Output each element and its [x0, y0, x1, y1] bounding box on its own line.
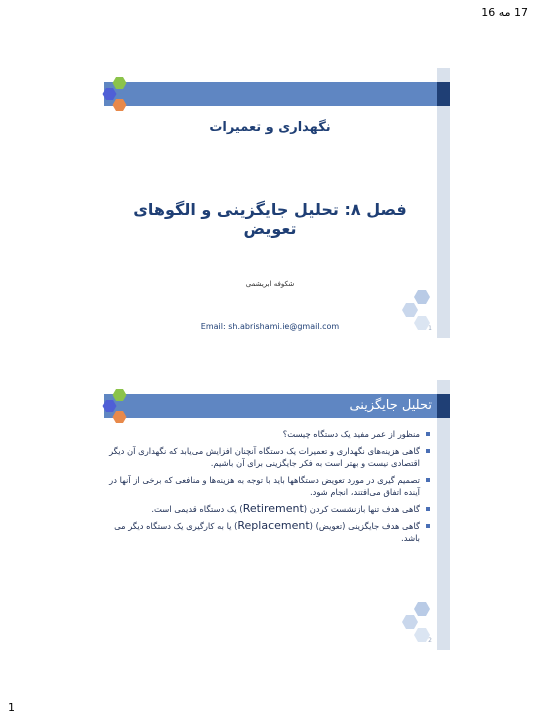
author-email: Email: sh.abrishami.ie@gmail.com [200, 322, 340, 331]
slide-heading: تحلیل جایگزینی [349, 398, 432, 413]
bullet-text-pre: گاهی هدف جایگزینی (تعویض) ( [309, 521, 420, 531]
slide-number: 2 [428, 637, 432, 644]
bullet-text: تصمیم گیری در مورد تعویض دستگاهها باید با توجه به هزینه‌ها و منافعی که برخی از آنها در آینده اتفاق می‌افتند، انجام شود. [109, 475, 420, 497]
slide-2 [90, 380, 450, 650]
slide-1 [90, 68, 450, 338]
bullet-text-post: ) یک دستگاه قدیمی است. [151, 504, 243, 514]
bullet-text-pre: گاهی هدف تنها بازنشست کردن ( [303, 504, 420, 514]
bullet-square-icon [426, 524, 430, 528]
page-header-date: 17 مه 16 [481, 6, 528, 19]
bullet-item [108, 503, 430, 515]
slide-number: 1 [428, 325, 432, 332]
bullet-item [108, 445, 430, 469]
hexagon-logo-icon [94, 388, 134, 428]
bullet-text: گاهی هزینه‌های نگهداری و تعمیرات یک دستگاه آنچنان افزایش می‌یابد که نگهداری آن دیگر اقتصادی نیست و بهتر است به فکر جایگزینی برای آن باشیم. [109, 446, 420, 468]
slide-subtitle: نگهداری و تعمیرات [209, 120, 331, 135]
bullet-term-retirement: Retirement [242, 502, 304, 515]
bullet-text: منظور از عمر مفید یک دستگاه چیست؟ [282, 429, 420, 439]
decorative-hexagons-icon [390, 598, 440, 648]
bullet-item [108, 474, 430, 498]
hexagon-logo-icon [94, 76, 134, 116]
bullet-term-replacement: Replacement [237, 519, 310, 532]
bullet-square-icon [426, 478, 430, 482]
bullet-item [108, 428, 430, 440]
page-footer-number: 1 [8, 701, 15, 714]
header-bar-accent [437, 394, 450, 418]
bullet-square-icon [426, 449, 430, 453]
header-bar-accent [437, 82, 450, 106]
decorative-hexagons-icon [390, 286, 440, 336]
bullet-square-icon [426, 507, 430, 511]
slide-title: فصل ۸: تحلیل جایگزینی و الگوهای تعویض [133, 200, 407, 238]
bullet-list [108, 428, 430, 549]
bullet-square-icon [426, 432, 430, 436]
header-bar [104, 82, 450, 106]
author-name: شکوفه ابریشمی [245, 280, 295, 288]
bullet-item [108, 520, 430, 544]
bullet-text-post: ) یا به کارگیری یک دستگاه دیگر می باشد. [114, 521, 420, 543]
